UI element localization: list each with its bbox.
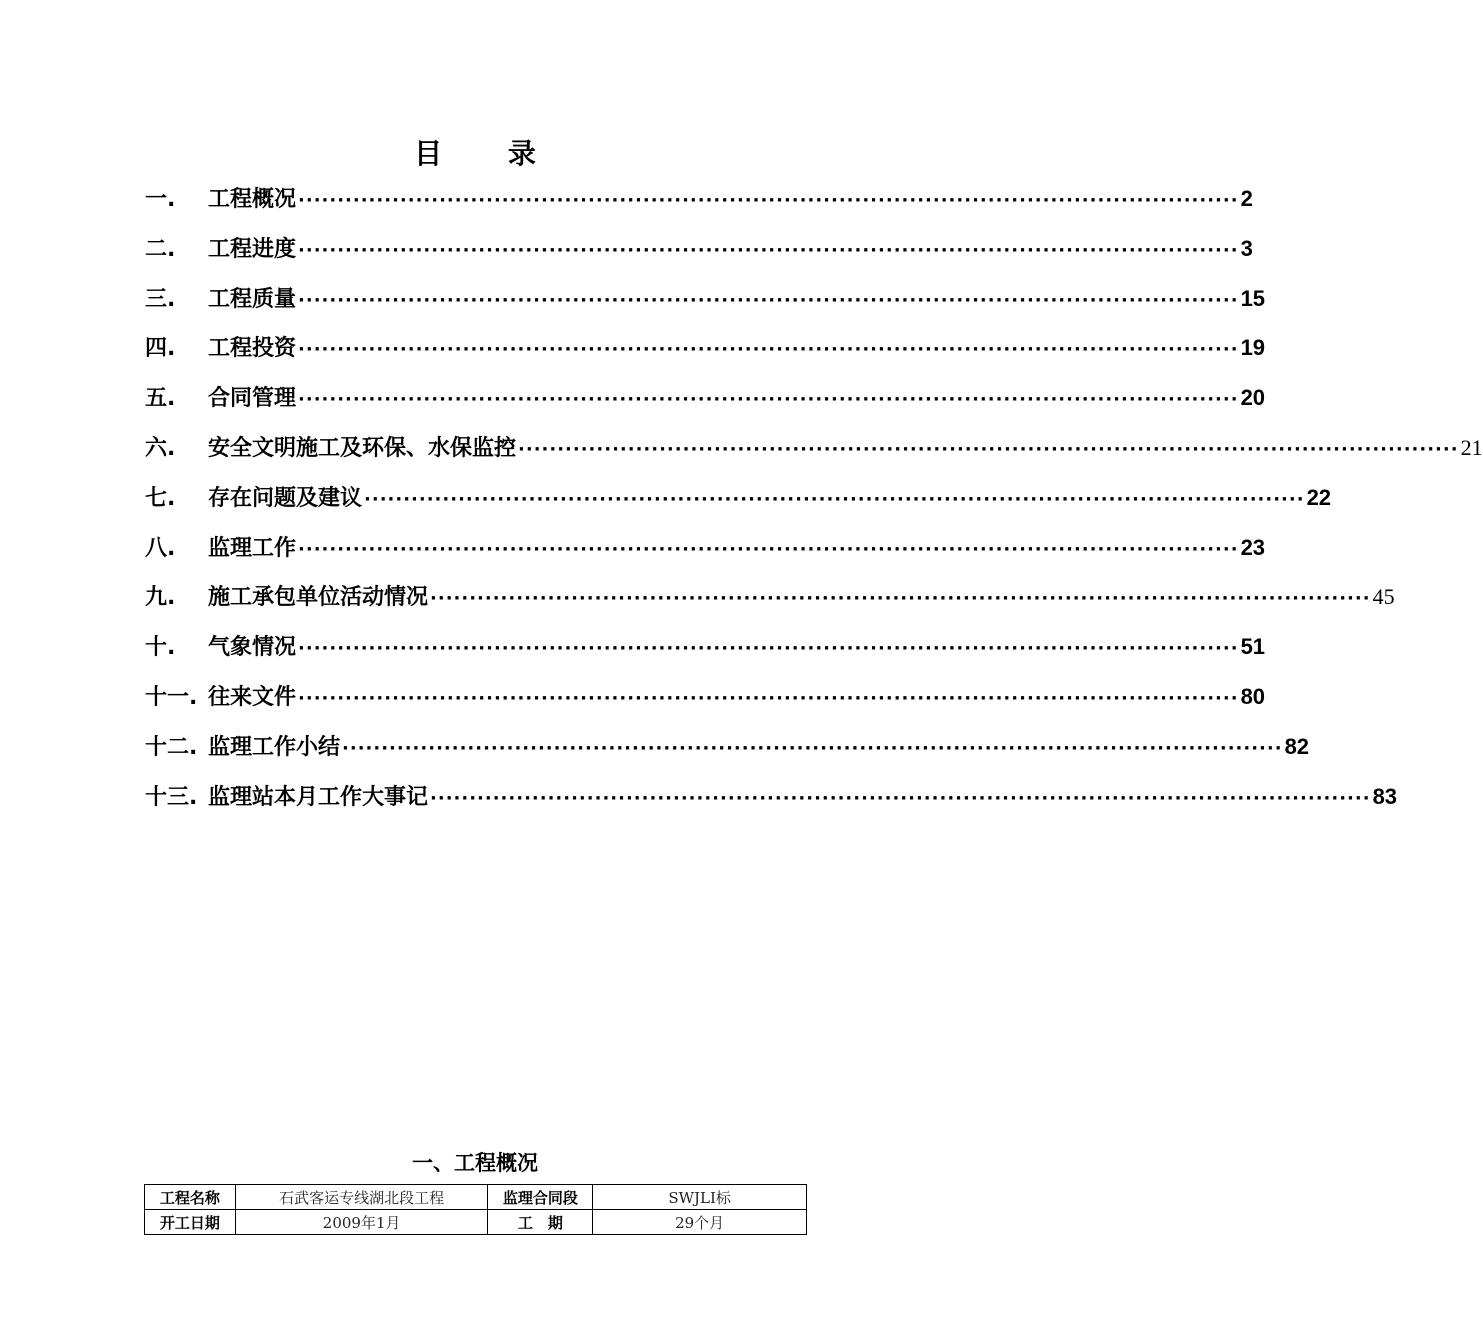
- toc-entry-number: 八.: [145, 535, 176, 561]
- toc-leader-dots: ························································································································: [518, 438, 1459, 460]
- contract-section-value: SWJLⅠ标: [593, 1185, 807, 1210]
- toc-entry-page: 23: [1240, 534, 1266, 560]
- toc-entry[interactable]: [145, 431, 1483, 481]
- toc-leader-dots: ························································································································: [298, 389, 1239, 411]
- toc-entry[interactable]: [145, 182, 1253, 232]
- toc-entry-title: 监理工作: [208, 535, 297, 561]
- toc-title: 目 录: [414, 137, 564, 170]
- toc-entry[interactable]: [145, 630, 1266, 680]
- toc-leader-dots: ························································································································: [342, 737, 1283, 759]
- toc-entry-number: 三.: [145, 286, 176, 312]
- table-of-contents: [145, 182, 1483, 829]
- toc-entry-title: 往来文件: [208, 684, 297, 710]
- toc-entry-title: 工程投资: [208, 336, 297, 362]
- toc-entry-number: 二.: [145, 236, 176, 262]
- toc-leader-dots: ························································································································: [298, 190, 1239, 211]
- toc-entry-page: 80: [1240, 683, 1266, 709]
- toc-entry-page: 3: [1240, 235, 1253, 261]
- toc-entry-title: 合同管理: [208, 386, 297, 412]
- toc-leader-dots: ························································································································: [298, 687, 1239, 709]
- toc-entry[interactable]: [145, 780, 1398, 830]
- toc-leader-dots: ························································································································: [298, 289, 1239, 311]
- toc-entry-page: 20: [1240, 385, 1266, 411]
- toc-leader-dots: ························································································································: [298, 538, 1239, 560]
- toc-entry-number: 一.: [145, 187, 176, 212]
- toc-entry[interactable]: [145, 481, 1332, 531]
- toc-entry-page: 22: [1306, 484, 1332, 510]
- toc-leader-dots: ························································································································: [298, 638, 1239, 660]
- toc-entry-title: 安全文明施工及环保、水保监控: [208, 435, 517, 461]
- section-title: 一、工程概况: [412, 1151, 538, 1175]
- toc-entry-number: 十二.: [145, 734, 198, 760]
- toc-entry-title: 存在问题及建议: [208, 485, 363, 511]
- toc-entry[interactable]: [145, 381, 1266, 431]
- toc-entry[interactable]: [145, 232, 1253, 282]
- toc-entry-page: 15: [1240, 285, 1266, 311]
- toc-leader-dots: ························································································································: [364, 488, 1305, 510]
- toc-entry-number: 四.: [145, 336, 176, 362]
- toc-entry-number: 十.: [145, 635, 176, 661]
- toc-leader-dots: ························································································································: [298, 239, 1239, 261]
- toc-entry[interactable]: [145, 331, 1266, 381]
- toc-entry[interactable]: [145, 680, 1266, 730]
- toc-entry-page: 83: [1372, 783, 1398, 809]
- duration-label: 工 期: [488, 1210, 593, 1235]
- toc-entry-page: 2: [1240, 186, 1253, 211]
- toc-entry-number: 十三.: [145, 784, 198, 810]
- contract-section-label: 监理合同段: [488, 1185, 593, 1210]
- toc-entry-page: 82: [1284, 733, 1310, 759]
- toc-entry[interactable]: [145, 531, 1266, 581]
- toc-entry-page: 19: [1240, 335, 1266, 361]
- toc-entry[interactable]: [145, 580, 1395, 630]
- start-date-value: 2009年1月: [235, 1210, 488, 1235]
- project-name-label: 工程名称: [145, 1185, 236, 1210]
- toc-entry-title: 工程质量: [208, 286, 297, 312]
- toc-entry-number: 七.: [145, 485, 176, 511]
- toc-entry-title: 施工承包单位活动情况: [208, 585, 429, 611]
- toc-leader-dots: ························································································································: [430, 787, 1371, 809]
- toc-leader-dots: ························································································································: [430, 588, 1371, 610]
- toc-entry-page: 45: [1372, 584, 1395, 610]
- start-date-label: 开工日期: [145, 1210, 236, 1235]
- toc-entry-number: 五.: [145, 386, 176, 412]
- toc-entry[interactable]: [145, 730, 1310, 780]
- table-row: [145, 1185, 807, 1210]
- duration-value: 29个月: [593, 1210, 807, 1235]
- toc-entry[interactable]: [145, 282, 1266, 332]
- toc-entry-number: 六.: [145, 435, 176, 461]
- toc-entry-number: 九.: [145, 585, 176, 611]
- toc-entry-title: 工程概况: [208, 187, 297, 212]
- toc-entry-page: 51: [1240, 634, 1266, 660]
- toc-entry-page: 21: [1460, 434, 1483, 460]
- table-row: [145, 1210, 807, 1235]
- toc-entry-title: 气象情况: [208, 635, 297, 661]
- toc-entry-title: 监理站本月工作大事记: [208, 784, 429, 810]
- toc-entry-title: 监理工作小结: [208, 734, 341, 760]
- toc-leader-dots: ························································································································: [298, 339, 1239, 361]
- project-name-value: 石武客运专线湖北段工程: [235, 1185, 488, 1210]
- toc-entry-number: 十一.: [145, 684, 198, 710]
- project-info-table: [144, 1184, 807, 1235]
- toc-entry-title: 工程进度: [208, 236, 297, 262]
